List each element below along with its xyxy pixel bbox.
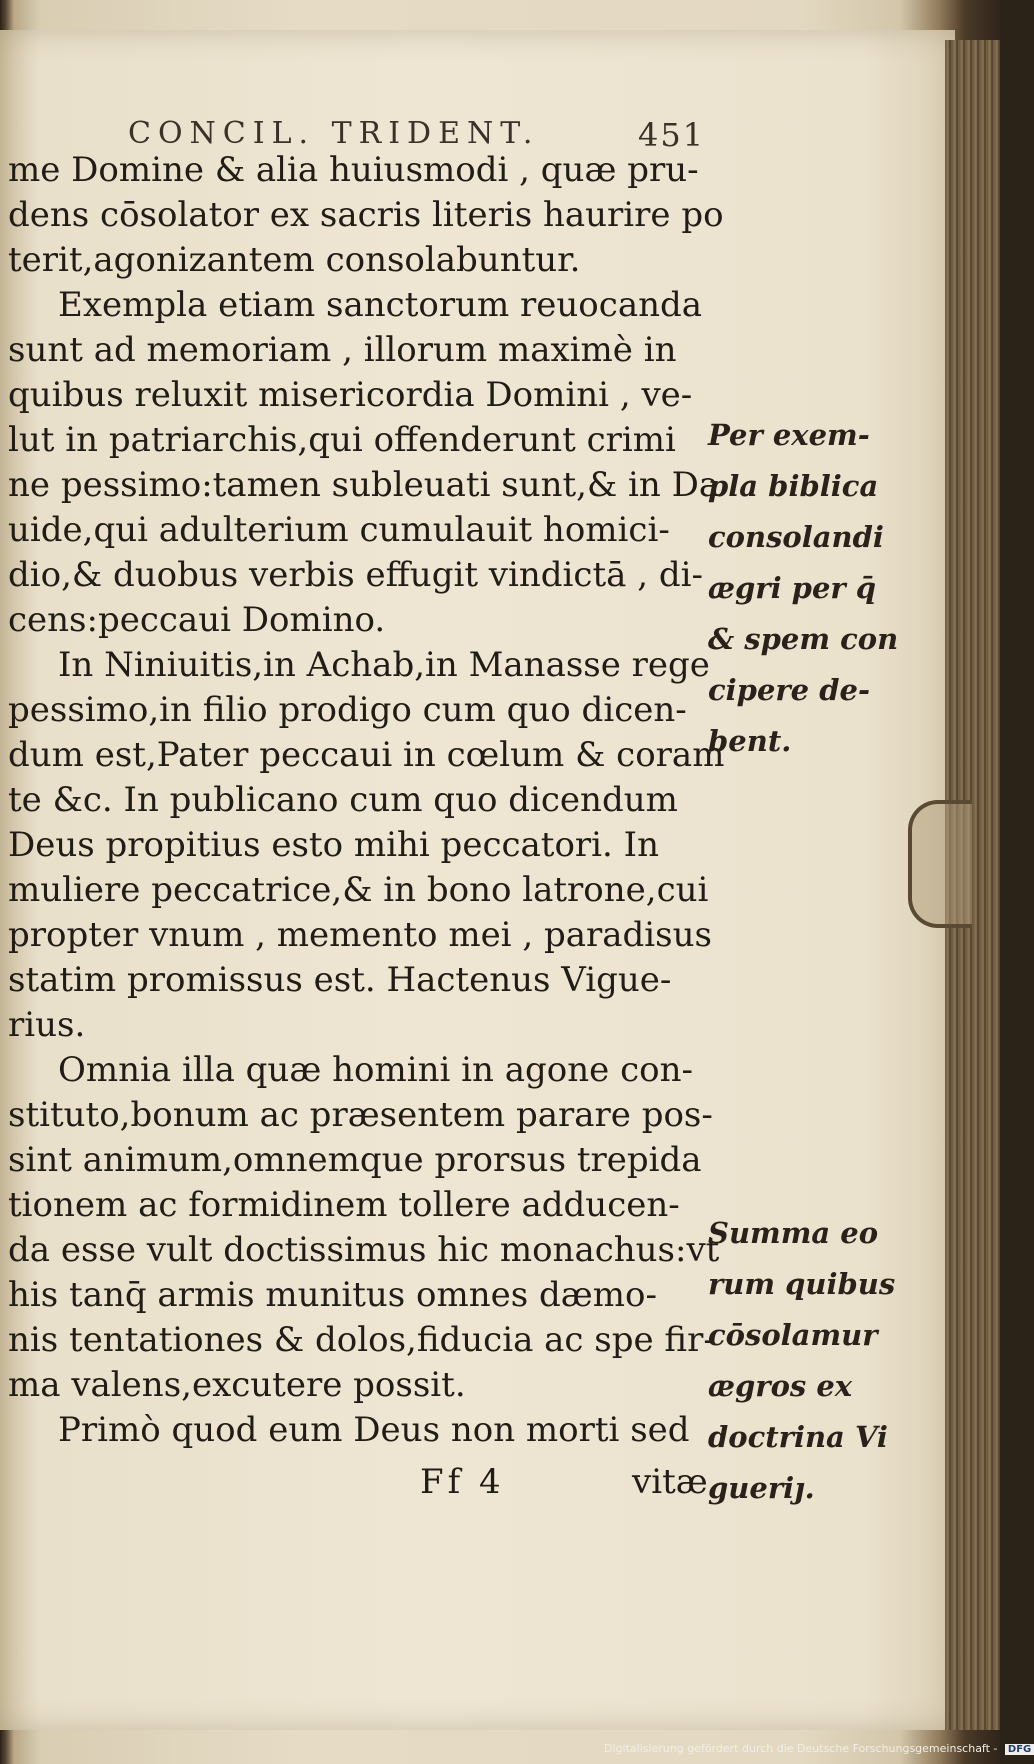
credit-text: Digitalisierung gefördert durch die Deutsche Forschungsgemeinschaft - (604, 1742, 998, 1755)
text-line: stituto,bonum ac præsentem parare pos- (8, 1095, 713, 1135)
text-line: Omnia illa quæ homini in agone con- (58, 1050, 693, 1090)
digitization-credit (604, 1742, 1034, 1755)
text-line: lut in patriarchis,qui offenderunt crimi (8, 420, 676, 460)
margin-note-line: rum quibus (708, 1267, 896, 1301)
margin-note-biblical-examples (708, 410, 898, 767)
text-line: In Niniuitis,in Achab,in Manasse rege (58, 645, 710, 685)
margin-note-line: bent. (708, 724, 792, 758)
text-line: pessimo,in filio prodigo cum quo dicen- (8, 690, 687, 730)
margin-note-summary (708, 1208, 898, 1514)
text-line: quibus reluxit misericordia Domini , ve- (8, 375, 693, 415)
text-line: ma valens,excutere possit. (8, 1365, 466, 1405)
margin-note-line: pla biblica (708, 469, 879, 503)
running-head-title: CONCIL. TRIDENT. (128, 116, 540, 151)
text-line: cens:peccaui Domino. (8, 600, 386, 640)
text-line: sint animum,omnemque prorsus trepida (8, 1140, 702, 1180)
margin-note-line: Per exem- (708, 418, 870, 452)
text-line: me Domine & alia huiusmodi , quæ pru- (8, 150, 699, 190)
text-line: statim promissus est. Hactenus Vigue- (8, 960, 672, 1000)
margin-note-line: ægri per q̄ (708, 571, 877, 605)
page-number: 451 (638, 116, 706, 154)
text-line: Deus propitius esto mihi peccatori. In (8, 825, 659, 865)
text-line: muliere peccatrice,& in bono latrone,cui (8, 870, 709, 910)
margin-note-line: cipere de- (708, 673, 870, 707)
dfg-logo: DFG (1005, 1744, 1034, 1755)
text-line: sunt ad memoriam , illorum maximè in (8, 330, 677, 370)
margin-note-line: gueriȷ. (708, 1471, 815, 1505)
text-line: Exempla etiam sanctorum reuocanda (58, 285, 703, 325)
text-line: rius. (8, 1005, 86, 1045)
clasp-tab (908, 800, 972, 928)
margin-note-line: consolandi (708, 520, 884, 554)
catchword: vitæ (632, 1462, 708, 1502)
margin-note-line: cōsolamur (708, 1318, 878, 1352)
text-line: uide,qui adulterium cumulauit homici- (8, 510, 670, 550)
text-line: dens cōsolator ex sacris literis haurire po (8, 195, 724, 235)
text-line: Primò quod eum Deus non morti sed (58, 1410, 690, 1450)
text-line: te &c. In publicano cum quo dicendum (8, 780, 678, 820)
text-line: ne pessimo:tamen subleuati sunt,& in Da (8, 465, 720, 505)
signature-mark: Ff 4 (420, 1462, 505, 1502)
text-line: tionem ac formidinem tollere adducen- (8, 1185, 680, 1225)
text-line: dum est,Pater peccaui in cœlum & coram (8, 735, 725, 775)
margin-note-line: Summa eo (708, 1216, 879, 1250)
margin-note-line: & spem con (708, 622, 899, 656)
text-line: dio,& duobus verbis effugit vindictā , di- (8, 555, 703, 595)
text-line: terit,agonizantem consolabuntur. (8, 240, 581, 280)
text-line: propter vnum , memento mei , paradisus (8, 915, 712, 955)
text-line: his tanq̄ armis munitus omnes dæmo- (8, 1275, 657, 1315)
margin-note-line: doctrina Vi (708, 1420, 888, 1454)
margin-note-line: ægros ex (708, 1369, 853, 1403)
text-line: nis tentationes & dolos,fiducia ac spe fir- (8, 1320, 715, 1360)
text-line: da esse vult doctissimus hic monachus:vt (8, 1230, 720, 1270)
body-text (8, 148, 725, 1453)
